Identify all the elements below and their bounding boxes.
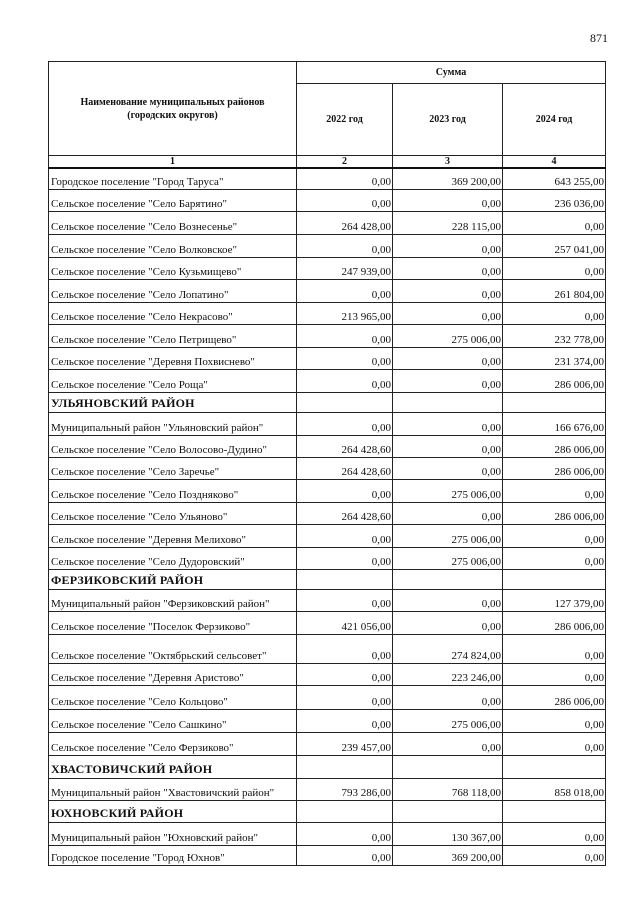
table-row — [49, 822, 606, 845]
amount-2022: 0,00 — [297, 589, 393, 611]
amount-2022: 0,00 — [297, 547, 393, 569]
amount-2023: 0,00 — [393, 347, 503, 369]
table-row — [49, 279, 606, 302]
amount-2024: 261 804,00 — [503, 279, 606, 302]
empty-cell — [503, 392, 606, 412]
district-name: УЛЬЯНОВСКИЙ РАЙОН — [49, 392, 297, 412]
amount-2023: 0,00 — [393, 369, 503, 392]
empty-cell — [297, 755, 393, 778]
settlement-name: Сельское поселение "Село Лопатино" — [49, 279, 297, 302]
settlement-name: Сельское поселение "Село Ферзиково" — [49, 732, 297, 755]
district-name: ХВАСТОВИЧСКИЙ РАЙОН — [49, 755, 297, 778]
empty-cell — [503, 569, 606, 589]
district-name: ФЕРЗИКОВСКИЙ РАЙОН — [49, 569, 297, 589]
district-row — [49, 392, 606, 412]
amount-2022: 421 056,00 — [297, 611, 393, 634]
table-row — [49, 435, 606, 457]
amount-2022: 0,00 — [297, 347, 393, 369]
settlement-name: Сельское поселение "Село Волковское" — [49, 234, 297, 257]
amount-2024: 0,00 — [503, 479, 606, 502]
amount-2022: 0,00 — [297, 189, 393, 211]
settlement-name: Сельское поселение "Село Поздняково" — [49, 479, 297, 502]
amount-2023: 0,00 — [393, 611, 503, 634]
table-row — [49, 369, 606, 392]
settlement-name: Сельское поселение "Поселок Ферзиково" — [49, 611, 297, 634]
name-column-header: Наименование муниципальных районов (городских округов) — [49, 62, 297, 156]
amount-2022: 239 457,00 — [297, 732, 393, 755]
empty-cell — [503, 755, 606, 778]
settlement-name: Муниципальный район "Ульяновский район" — [49, 412, 297, 435]
amount-2023: 369 200,00 — [393, 168, 503, 189]
empty-cell — [393, 755, 503, 778]
amount-2022: 0,00 — [297, 634, 393, 663]
table-row — [49, 347, 606, 369]
amount-2022: 264 428,60 — [297, 502, 393, 524]
settlement-name: Сельское поселение "Село Роща" — [49, 369, 297, 392]
amount-2022: 0,00 — [297, 234, 393, 257]
settlement-name: Сельское поселение "Село Ульяново" — [49, 502, 297, 524]
amount-2024: 0,00 — [503, 211, 606, 234]
settlement-name: Муниципальный район "Юхновский район" — [49, 822, 297, 845]
table-row — [49, 663, 606, 685]
page-number: 871 — [590, 31, 608, 45]
empty-cell — [297, 392, 393, 412]
amount-2023: 130 367,00 — [393, 822, 503, 845]
year-2022-header: 2022 год — [297, 84, 393, 156]
amount-2024: 0,00 — [503, 547, 606, 569]
amount-2022: 247 939,00 — [297, 257, 393, 279]
amount-2024: 858 018,00 — [503, 778, 606, 800]
amount-2022: 264 428,60 — [297, 435, 393, 457]
amount-2023: 768 118,00 — [393, 778, 503, 800]
settlement-name: Муниципальный район "Хвастовичский район" — [49, 778, 297, 800]
empty-cell — [393, 800, 503, 822]
amount-2024: 0,00 — [503, 822, 606, 845]
amount-2023: 0,00 — [393, 412, 503, 435]
amount-2022: 213 965,00 — [297, 302, 393, 324]
amount-2024: 643 255,00 — [503, 168, 606, 189]
amount-2023: 275 006,00 — [393, 524, 503, 547]
amount-2022: 0,00 — [297, 324, 393, 347]
column-number: 1 — [49, 156, 297, 169]
amount-2023: 0,00 — [393, 685, 503, 709]
amount-2022: 0,00 — [297, 479, 393, 502]
settlement-name: Городское поселение "Город Таруса" — [49, 168, 297, 189]
amount-2024: 257 041,00 — [503, 234, 606, 257]
amount-2023: 0,00 — [393, 457, 503, 479]
amount-2024: 127 379,00 — [503, 589, 606, 611]
amount-2023: 275 006,00 — [393, 547, 503, 569]
amount-2023: 0,00 — [393, 234, 503, 257]
budget-table — [48, 61, 606, 866]
settlement-name: Сельское поселение "Деревня Аристово" — [49, 663, 297, 685]
table-row — [49, 611, 606, 634]
table-row — [49, 457, 606, 479]
amount-2024: 232 778,00 — [503, 324, 606, 347]
empty-cell — [297, 569, 393, 589]
column-number: 3 — [393, 156, 503, 169]
table-row — [49, 234, 606, 257]
amount-2022: 0,00 — [297, 369, 393, 392]
settlement-name: Сельское поселение "Село Барятино" — [49, 189, 297, 211]
settlement-name: Сельское поселение "Село Волосово-Дудино" — [49, 435, 297, 457]
amount-2023: 0,00 — [393, 732, 503, 755]
table-row — [49, 168, 606, 189]
amount-2023: 0,00 — [393, 279, 503, 302]
table-row — [49, 412, 606, 435]
amount-2022: 0,00 — [297, 663, 393, 685]
settlement-name: Сельское поселение "Село Дудоровский" — [49, 547, 297, 569]
amount-2022: 0,00 — [297, 709, 393, 732]
amount-2024: 0,00 — [503, 634, 606, 663]
amount-2022: 0,00 — [297, 822, 393, 845]
district-row — [49, 800, 606, 822]
empty-cell — [297, 800, 393, 822]
district-row — [49, 569, 606, 589]
amount-2023: 369 200,00 — [393, 845, 503, 865]
amount-2024: 0,00 — [503, 845, 606, 865]
district-row — [49, 755, 606, 778]
table-row — [49, 732, 606, 755]
column-number: 4 — [503, 156, 606, 169]
empty-cell — [393, 392, 503, 412]
settlement-name: Сельское поселение "Село Сашкино" — [49, 709, 297, 732]
amount-2024: 0,00 — [503, 663, 606, 685]
amount-2022: 264 428,60 — [297, 457, 393, 479]
settlement-name: Сельское поселение "Октябрьский сельсовет" — [49, 634, 297, 663]
amount-2022: 0,00 — [297, 412, 393, 435]
table-row — [49, 589, 606, 611]
amount-2023: 274 824,00 — [393, 634, 503, 663]
year-2024-header: 2024 год — [503, 84, 606, 156]
amount-2022: 0,00 — [297, 685, 393, 709]
amount-2023: 0,00 — [393, 502, 503, 524]
amount-2024: 286 006,00 — [503, 685, 606, 709]
amount-2024: 231 374,00 — [503, 347, 606, 369]
settlement-name: Сельское поселение "Село Кузьмищево" — [49, 257, 297, 279]
empty-cell — [503, 800, 606, 822]
settlement-name: Городское поселение "Город Юхнов" — [49, 845, 297, 865]
amount-2023: 0,00 — [393, 435, 503, 457]
amount-2023: 275 006,00 — [393, 479, 503, 502]
settlement-name: Сельское поселение "Деревня Мелихово" — [49, 524, 297, 547]
amount-2024: 286 006,00 — [503, 435, 606, 457]
amount-2024: 236 036,00 — [503, 189, 606, 211]
table-row — [49, 324, 606, 347]
district-name: ЮХНОВСКИЙ РАЙОН — [49, 800, 297, 822]
settlement-name: Сельское поселение "Деревня Похвиснево" — [49, 347, 297, 369]
settlement-name: Сельское поселение "Село Вознесенье" — [49, 211, 297, 234]
sum-header: Сумма — [297, 62, 606, 84]
empty-cell — [393, 569, 503, 589]
table-body — [49, 168, 606, 865]
table-row — [49, 189, 606, 211]
amount-2024: 0,00 — [503, 524, 606, 547]
amount-2022: 264 428,00 — [297, 211, 393, 234]
amount-2022: 0,00 — [297, 524, 393, 547]
amount-2024: 0,00 — [503, 709, 606, 732]
table-row — [49, 302, 606, 324]
year-2023-header: 2023 год — [393, 84, 503, 156]
amount-2024: 0,00 — [503, 302, 606, 324]
amount-2023: 0,00 — [393, 302, 503, 324]
amount-2023: 0,00 — [393, 589, 503, 611]
amount-2023: 275 006,00 — [393, 324, 503, 347]
table-row — [49, 778, 606, 800]
table-row — [49, 211, 606, 234]
table-row — [49, 685, 606, 709]
table-row — [49, 502, 606, 524]
amount-2024: 286 006,00 — [503, 502, 606, 524]
table-row — [49, 479, 606, 502]
table-row — [49, 257, 606, 279]
table-row — [49, 709, 606, 732]
amount-2024: 286 006,00 — [503, 457, 606, 479]
amount-2024: 0,00 — [503, 732, 606, 755]
settlement-name: Сельское поселение "Село Заречье" — [49, 457, 297, 479]
amount-2023: 275 006,00 — [393, 709, 503, 732]
amount-2024: 286 006,00 — [503, 611, 606, 634]
column-number: 2 — [297, 156, 393, 169]
table-row — [49, 845, 606, 865]
amount-2024: 166 676,00 — [503, 412, 606, 435]
amount-2022: 0,00 — [297, 168, 393, 189]
amount-2022: 0,00 — [297, 279, 393, 302]
settlement-name: Сельское поселение "Село Петрищево" — [49, 324, 297, 347]
amount-2024: 286 006,00 — [503, 369, 606, 392]
settlement-name: Сельское поселение "Село Некрасово" — [49, 302, 297, 324]
settlement-name: Сельское поселение "Село Кольцово" — [49, 685, 297, 709]
amount-2023: 228 115,00 — [393, 211, 503, 234]
amount-2024: 0,00 — [503, 257, 606, 279]
table-row — [49, 634, 606, 663]
amount-2022: 0,00 — [297, 845, 393, 865]
amount-2022: 793 286,00 — [297, 778, 393, 800]
amount-2023: 223 246,00 — [393, 663, 503, 685]
settlement-name: Муниципальный район "Ферзиковский район" — [49, 589, 297, 611]
table-row — [49, 524, 606, 547]
table-row — [49, 547, 606, 569]
amount-2023: 0,00 — [393, 257, 503, 279]
amount-2023: 0,00 — [393, 189, 503, 211]
